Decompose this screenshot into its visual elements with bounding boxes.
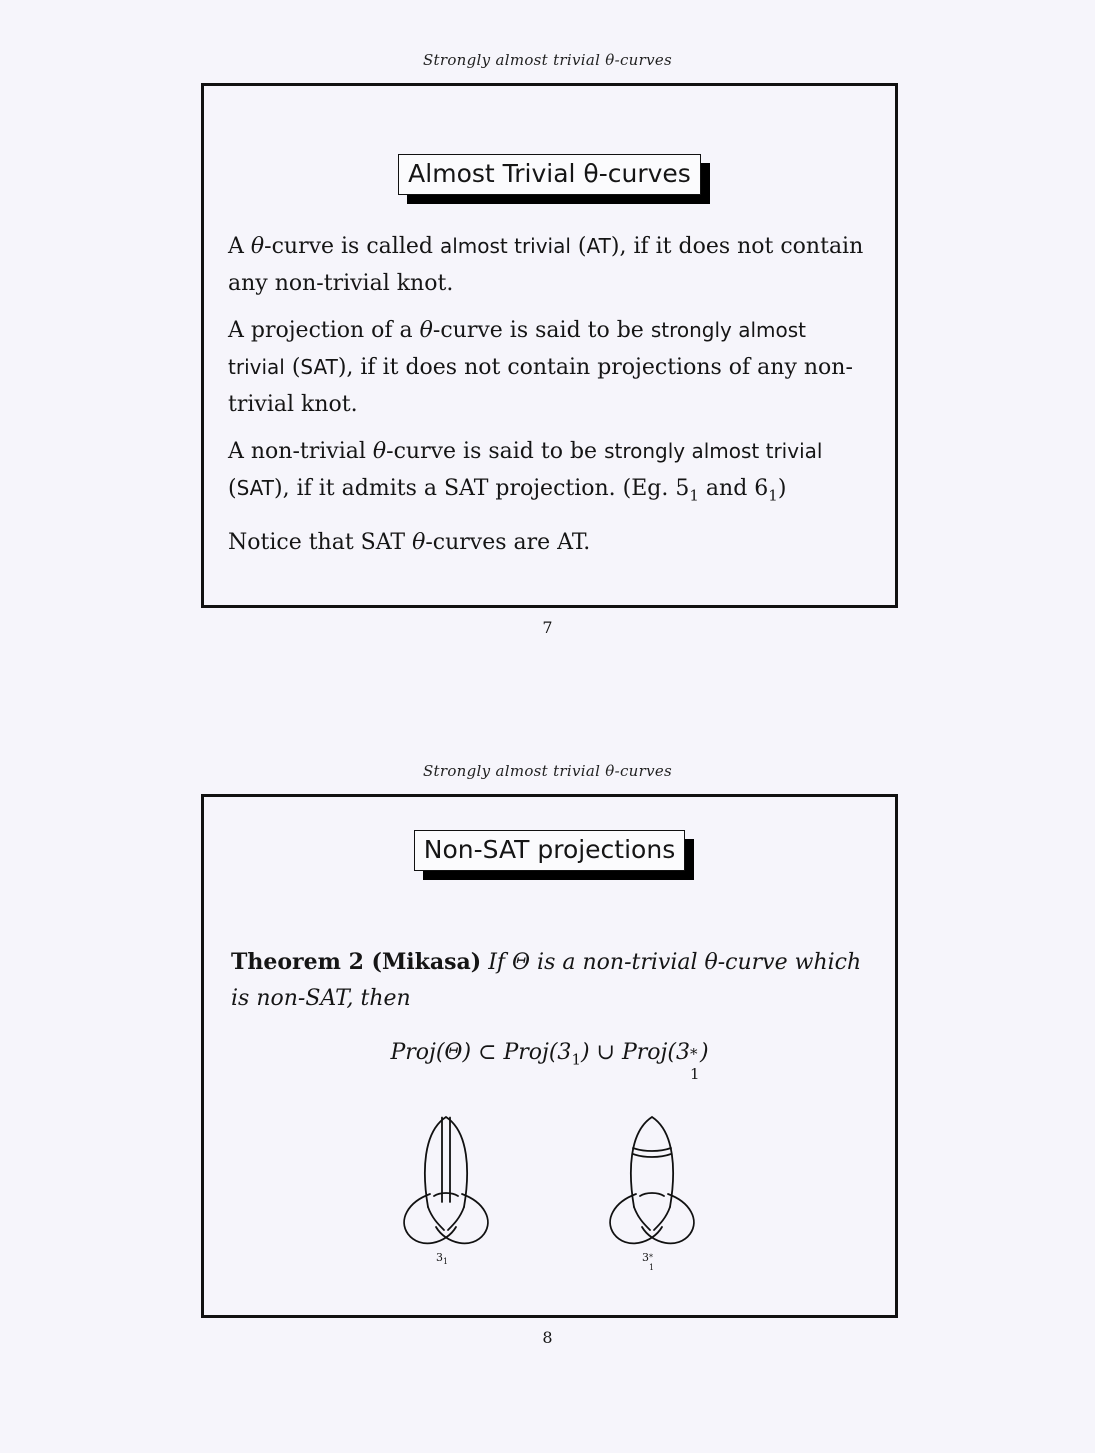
- paragraph-sat-projection: A projection of a θ-curve is said to be strongly almost trivial (SAT), if it does not contain projections of any non-trivial knot.: [228, 318, 853, 417]
- slide-non-sat: [201, 794, 898, 1318]
- slide-almost-trivial: [201, 83, 898, 608]
- running-head-top: Strongly almost trivial θ-curves: [422, 51, 673, 69]
- page-number-8: 8: [542, 1328, 553, 1347]
- knot-label-trefoil: $3_1$: [436, 1251, 449, 1267]
- page-number-7: 7: [542, 618, 553, 637]
- slide-body: [228, 228, 868, 571]
- paragraph-notice: Notice that SAT θ-curves are AT.: [228, 530, 591, 556]
- knot-label-trefoil-star: 3 * 1: [642, 1251, 655, 1272]
- paragraph-at-definition: A θ-curve is called almost trivial (AT), if it does not contain any non-trivial knot.: [228, 234, 864, 296]
- slide-title-almost-trivial: Almost Trivial θ-curves: [398, 154, 701, 195]
- trefoil-theta-icon: [398, 1112, 494, 1252]
- slide-title-non-sat: Non-SAT projections: [414, 830, 685, 871]
- paragraph-sat-curve: A non-trivial θ-curve is said to be strongly almost trivial (SAT), if it admits a SAT projection. (Eg. $5_1$ and $6_1$): [228, 439, 823, 505]
- trefoil-theta-star-icon: [604, 1112, 700, 1252]
- knot-diagram-trefoil-star: [604, 1112, 700, 1277]
- formula: Proj(Θ) ⊂ $Proj(3_1)$ ∪ Proj(3 * 1 ): [390, 1040, 709, 1083]
- theorem: [231, 944, 871, 1017]
- theorem-label: Theorem 2 (Mikasa): [231, 949, 482, 975]
- running-head-bottom: Strongly almost trivial θ-curves: [422, 762, 673, 780]
- theorem-text: If Θ is a non-trivial θ-curve which is non-SAT, then: [231, 950, 862, 1011]
- knot-diagram-trefoil: [398, 1112, 494, 1277]
